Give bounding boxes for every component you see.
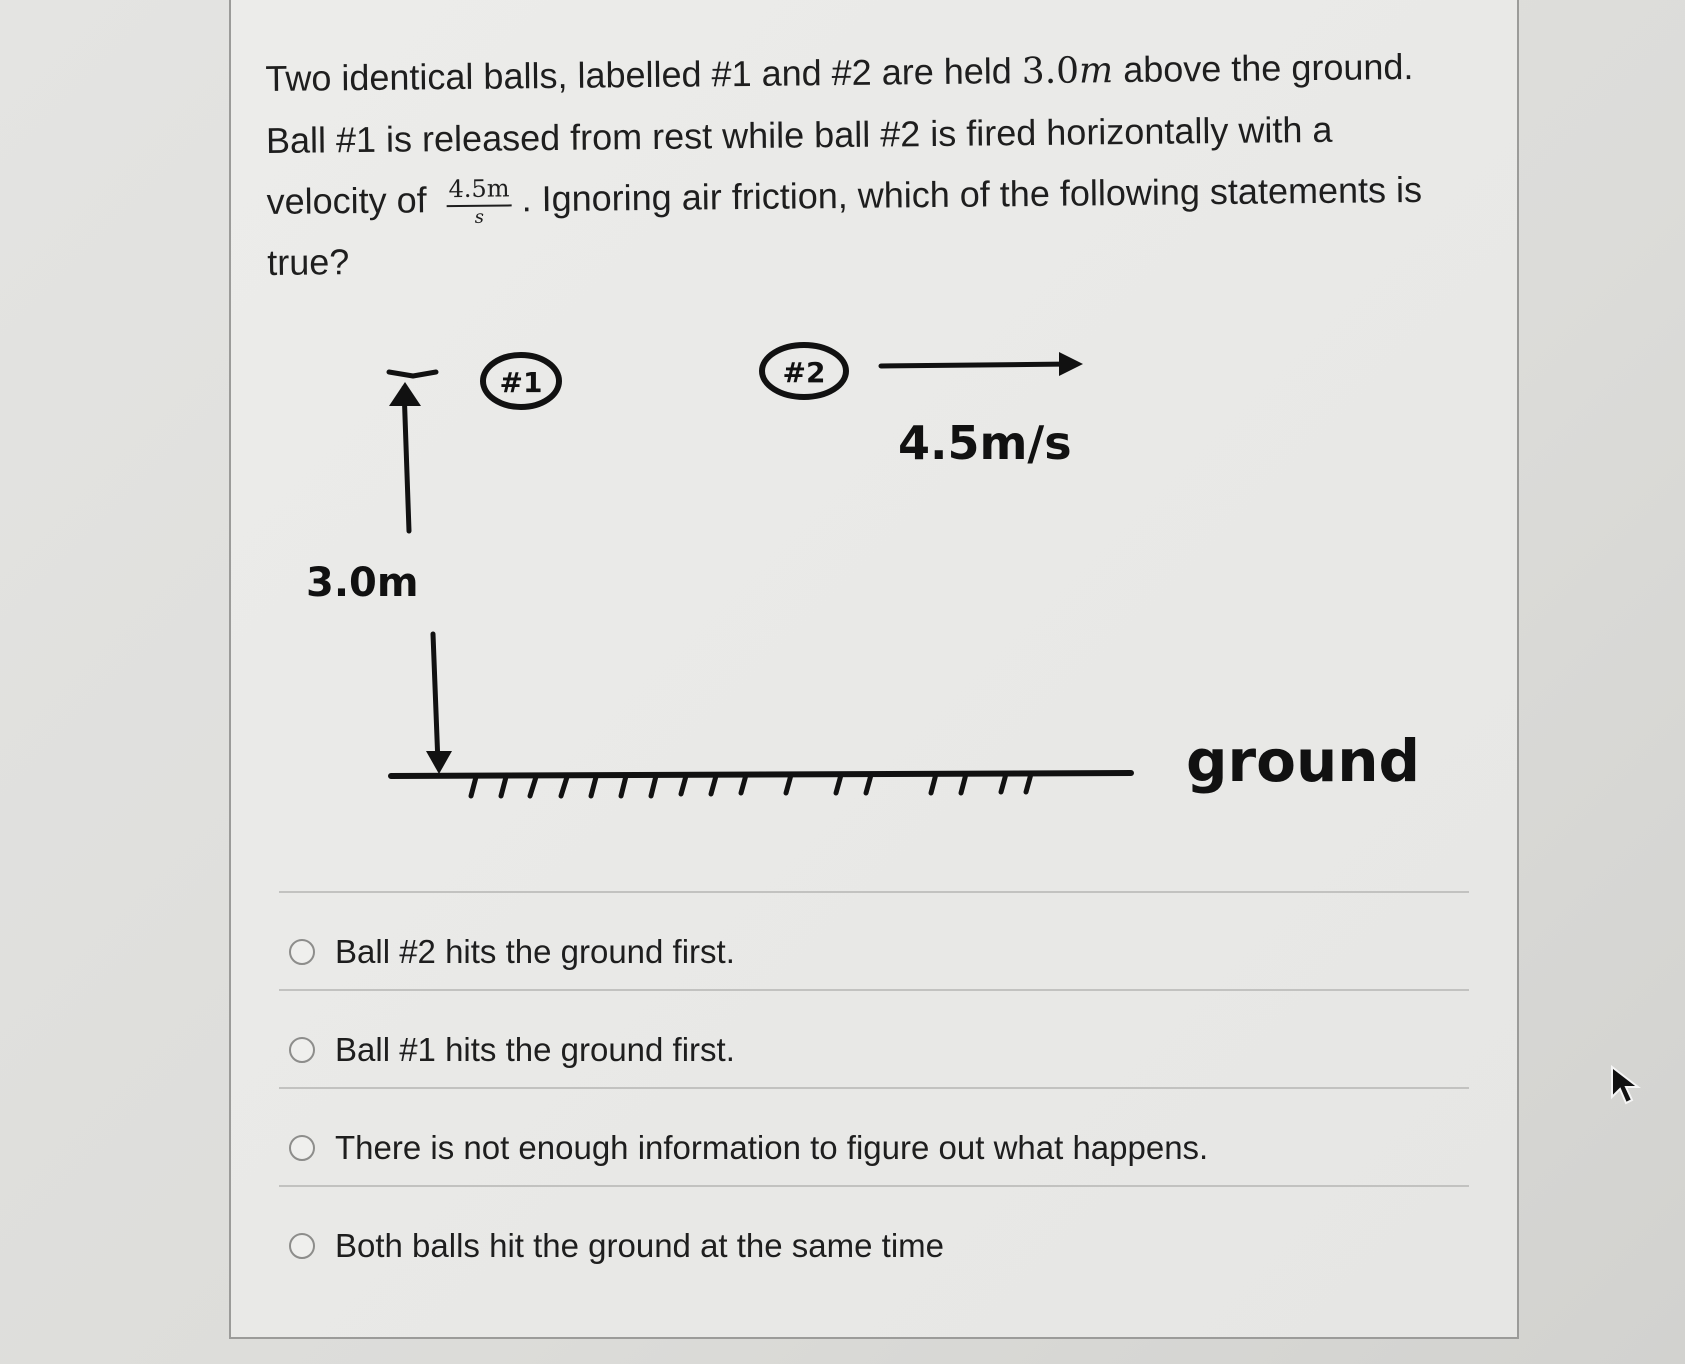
answer-options (279, 891, 1469, 1283)
height-arrow-down-head (426, 751, 452, 774)
option-label[interactable]: There is not enough information to figure out what happens. (335, 1129, 1209, 1166)
answer-option[interactable] (279, 891, 1469, 989)
height-unit: m (1078, 50, 1114, 92)
question-text-part1: Two identical balls, labelled #1 and #2 are held (265, 50, 1023, 99)
radio-button-icon[interactable] (289, 1233, 315, 1259)
option-label[interactable]: Ball #2 hits the ground first. (335, 933, 735, 970)
velocity-arrow-head (1059, 352, 1083, 376)
velocity-label: 4.5m/s (898, 416, 1072, 470)
height-label: 3.0m (306, 560, 419, 606)
answer-option[interactable] (279, 1185, 1469, 1283)
height-arrow-down-line (433, 634, 438, 764)
projectile-diagram (231, 0, 1521, 896)
velocity-numerator: 4.5m (446, 177, 511, 207)
answer-option[interactable] (279, 989, 1469, 1087)
question-text-part3: . Ignoring air friction, which of the following statements is true? (267, 168, 1423, 283)
height-arrow-up-head (389, 382, 421, 406)
ground-label: ground (1186, 727, 1421, 795)
velocity-arrow-line (881, 364, 1071, 366)
answer-option[interactable] (279, 1087, 1469, 1185)
option-label[interactable]: Both balls hit the ground at the same time (335, 1227, 945, 1264)
option-label[interactable]: Ball #1 hits the ground first. (335, 1031, 735, 1068)
radio-button-icon[interactable] (289, 1037, 315, 1063)
height-arrow-up-line (404, 388, 409, 531)
velocity-denominator: s (474, 206, 485, 228)
question-card (229, 0, 1519, 1339)
height-value: 3.0 (1021, 50, 1080, 93)
mouse-pointer-icon (1610, 1065, 1644, 1109)
top-tick-right (413, 372, 436, 376)
question-text-part2: above the ground. Ball #1 is released from rest while ball #2 is fired horizontally with a velocity of (265, 45, 1414, 222)
radio-button-icon[interactable] (289, 1135, 315, 1161)
ground-line (391, 773, 1131, 776)
ball-1-label: #1 (499, 366, 543, 399)
top-tick (389, 372, 413, 376)
ball-2-label: #2 (782, 356, 826, 389)
radio-button-icon[interactable] (289, 939, 315, 965)
